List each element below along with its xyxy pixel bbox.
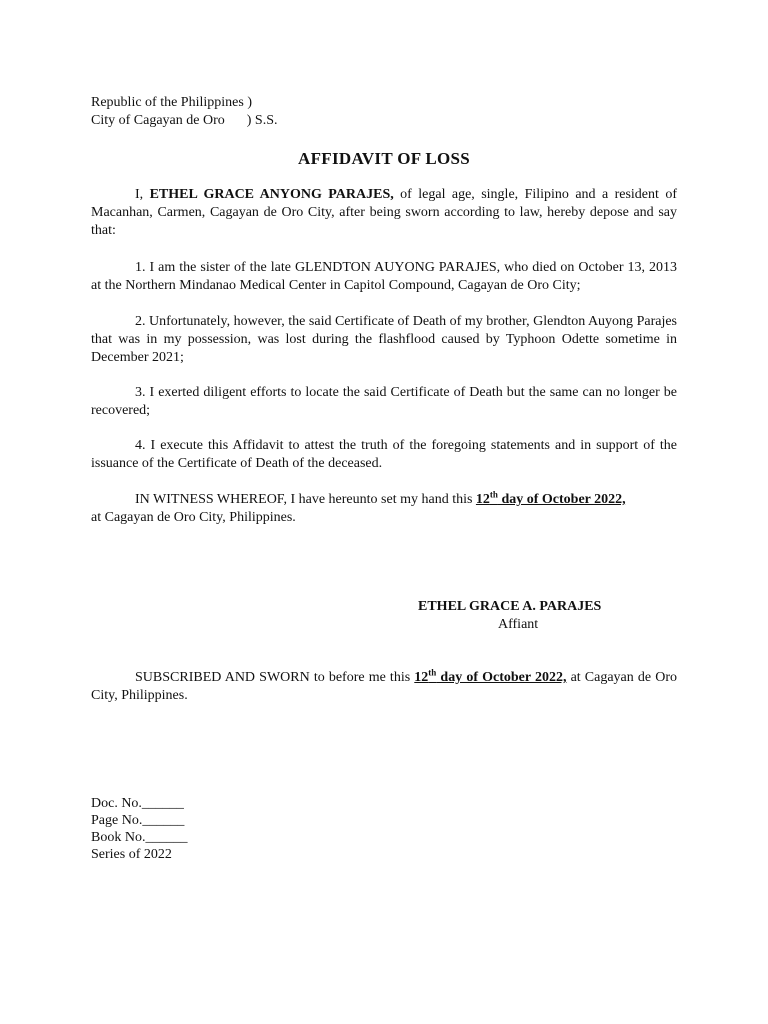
jurat-post: at Cagayan de Oro City, Philippines. <box>91 670 677 703</box>
jurat-day-suffix: th <box>428 667 437 678</box>
paragraph-2 <box>91 313 677 367</box>
affiant-name: ETHEL GRACE A. PARAJES <box>418 599 602 614</box>
paragraph-2-text: 2. Unfortunately, however, the said Certificate of Death of my brother, Glendton Auyong Parajes that was in my possession, was lost during the flashflood caused by Typhoon Odette sometime in December 2021; <box>91 314 677 365</box>
notarial-register <box>91 795 187 863</box>
paragraph-4-text: 4. I execute this Affidavit to attest the truth of the foregoing statements and in support of the issuance of the Certificate of Death of the deceased. <box>91 438 677 471</box>
paragraph-1 <box>91 259 677 295</box>
affiant-full-name: ETHEL GRACE ANYONG PARAJES, <box>149 187 394 202</box>
intro-paragraph <box>91 186 677 240</box>
jurat-pre: SUBSCRIBED AND SWORN to before me this <box>135 670 415 685</box>
book-number: Book No.______ <box>91 830 188 845</box>
affiant-role: Affiant <box>498 617 539 632</box>
jurat-date-rest: day of October 2022, <box>436 670 567 685</box>
document-title: AFFIDAVIT OF LOSS <box>298 149 470 168</box>
witness-day: 12 <box>475 492 490 507</box>
intro-pre: I, <box>135 187 150 202</box>
paragraph-3-text: 3. I exerted diligent efforts to locate the said Certificate of Death but the same can no longer be recovered; <box>91 385 677 418</box>
jurat-day: 12 <box>414 670 429 685</box>
doc-number: Doc. No.______ <box>91 796 184 811</box>
witness-paragraph <box>91 491 677 527</box>
venue-ss: ) S.S. <box>246 113 278 128</box>
paragraph-1-text: 1. I am the sister of the late GLENDTON AUYONG PARAJES, who died on October 13, 2013 at the Northern Mindanao Medical Center in Capitol Compound, Cagayan de Oro City; <box>91 260 677 293</box>
paragraph-4 <box>91 437 677 473</box>
witness-pre: IN WITNESS WHEREOF, I have hereunto set my hand this <box>135 492 476 507</box>
venue-republic: Republic of the Philippines ) <box>91 95 252 110</box>
series-year: Series of 2022 <box>91 847 172 862</box>
venue-city-row <box>91 112 277 130</box>
witness-date-rest: day of October 2022, <box>497 492 626 507</box>
signature-block <box>418 598 618 634</box>
venue-city: City of Cagayan de Oro <box>91 113 225 128</box>
jurat-paragraph <box>91 669 677 705</box>
page-number: Page No.______ <box>91 813 185 828</box>
intro-post: of legal age, single, Filipino and a resident of Macanhan, Carmen, Cagayan de Oro City, after being sworn according to law, hereby depose and say that: <box>91 187 677 238</box>
witness-day-suffix: th <box>489 489 498 500</box>
jurat-date <box>414 667 567 685</box>
venue-block <box>91 94 277 130</box>
witness-post: at Cagayan de Oro City, Philippines. <box>91 510 296 525</box>
paragraph-3 <box>91 384 677 420</box>
witness-date <box>475 489 626 507</box>
